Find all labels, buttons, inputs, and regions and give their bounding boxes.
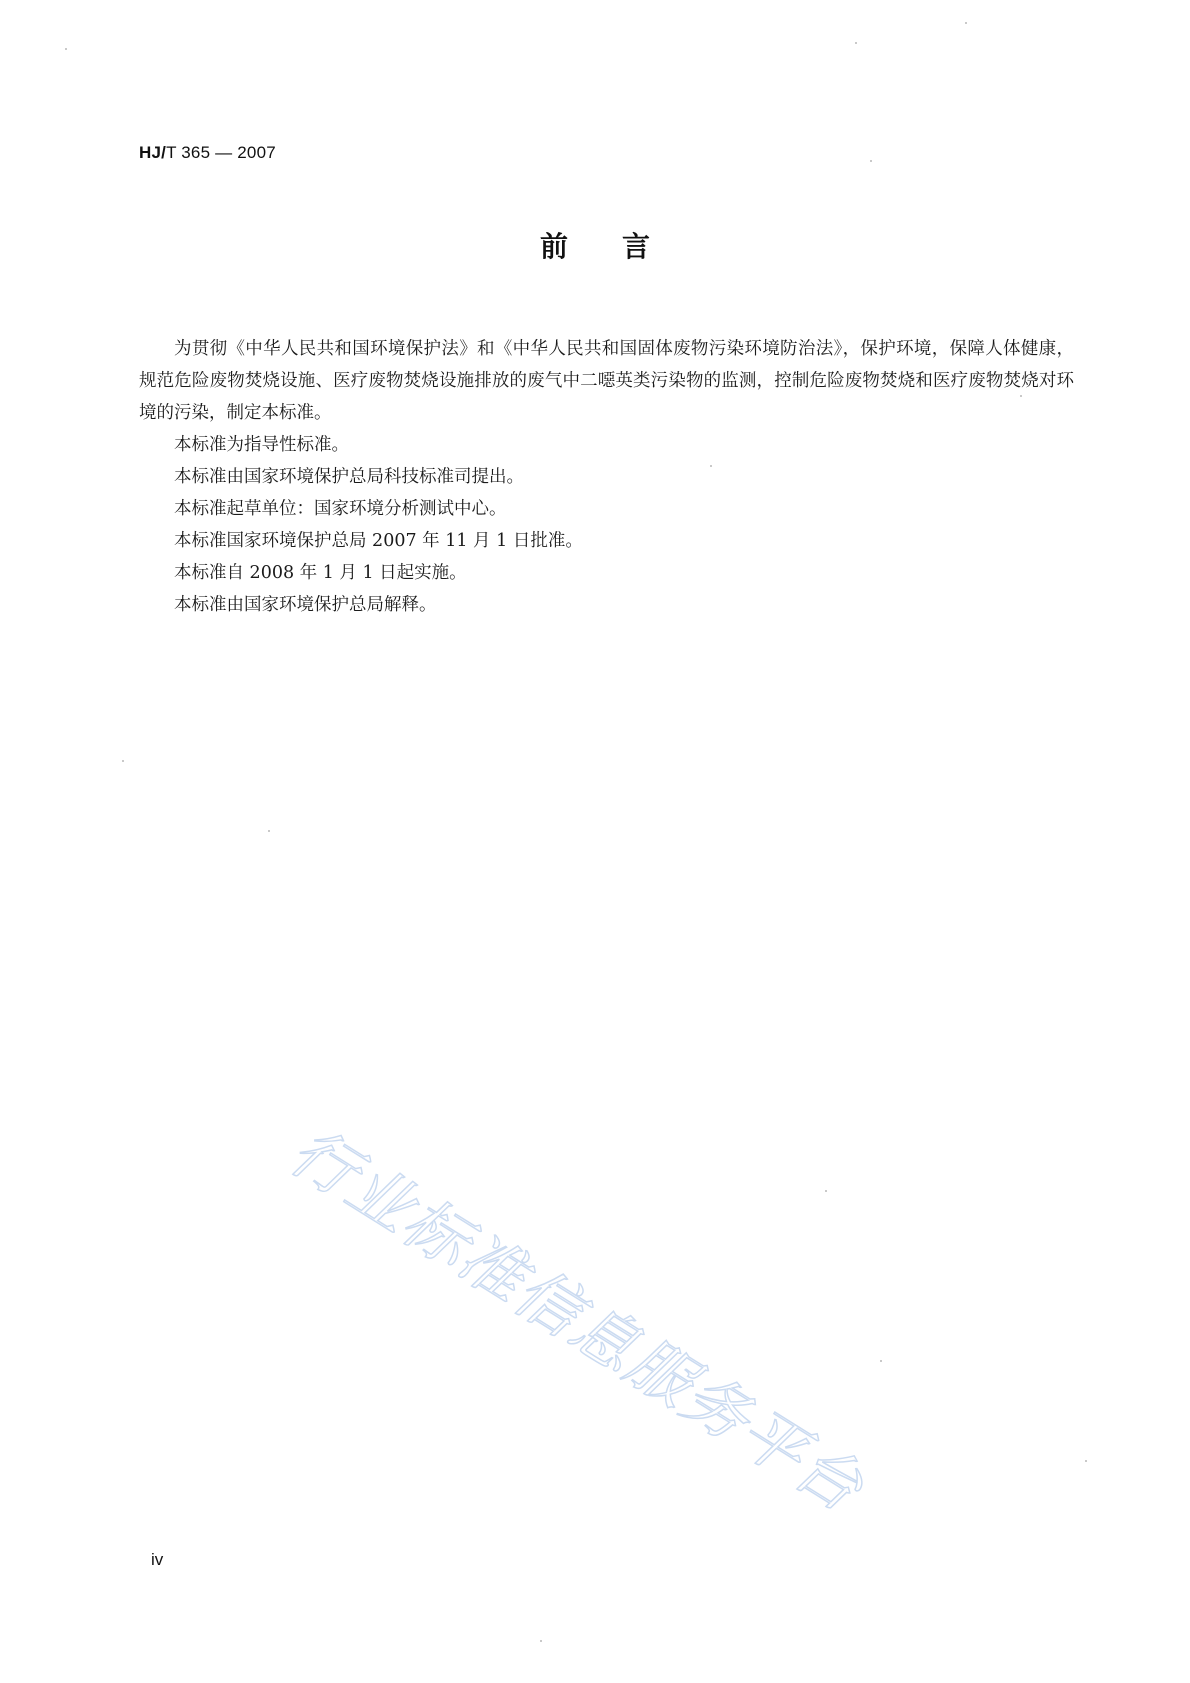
foreword-paragraph: 本标准由国家环境保护总局解释。 bbox=[174, 595, 437, 615]
scan-speck bbox=[268, 830, 270, 832]
scan-speck bbox=[540, 1640, 542, 1642]
scan-speck bbox=[710, 465, 712, 467]
foreword-paragraph: 本标准为指导性标准。 bbox=[174, 435, 349, 455]
foreword-paragraph: 本标准自 2008 年 1 月 1 日起实施。 bbox=[174, 563, 467, 583]
scan-speck bbox=[965, 22, 967, 24]
scan-speck bbox=[122, 760, 124, 762]
scan-speck bbox=[825, 1190, 827, 1192]
standard-code-number: T 365 — 2007 bbox=[166, 143, 276, 162]
standard-code bbox=[139, 143, 276, 163]
foreword-paragraph: 本标准由国家环境保护总局科技标准司提出。 bbox=[174, 467, 524, 487]
scan-speck bbox=[870, 160, 872, 162]
scan-speck bbox=[65, 48, 67, 50]
page-title: 前言 bbox=[539, 230, 704, 263]
scan-speck bbox=[1085, 1460, 1087, 1462]
foreword-paragraph: 本标准国家环境保护总局 2007 年 11 月 1 日批准。 bbox=[174, 531, 583, 551]
foreword-body bbox=[139, 333, 1074, 621]
scan-speck bbox=[1020, 395, 1022, 397]
standard-code-prefix: HJ/ bbox=[139, 143, 167, 162]
foreword-paragraph: 本标准起草单位：国家环境分析测试中心。 bbox=[174, 499, 507, 519]
foreword-paragraph: 为贯彻《中华人民共和国环境保护法》和《中华人民共和国固体废物污染环境防治法》，保护环境，保障人体健康，规范危险废物焚烧设施、医疗废物焚烧设施排放的废气中二噁英类污染物的监测，控制危险废物焚烧和医疗废物焚烧对环境的污染，制定本标准。 bbox=[139, 339, 1074, 423]
scan-speck bbox=[855, 42, 857, 44]
scan-speck bbox=[880, 1360, 882, 1362]
page-number: iv bbox=[151, 1550, 164, 1569]
watermark-text: 行业标准信息服务平台 bbox=[277, 1114, 877, 1528]
